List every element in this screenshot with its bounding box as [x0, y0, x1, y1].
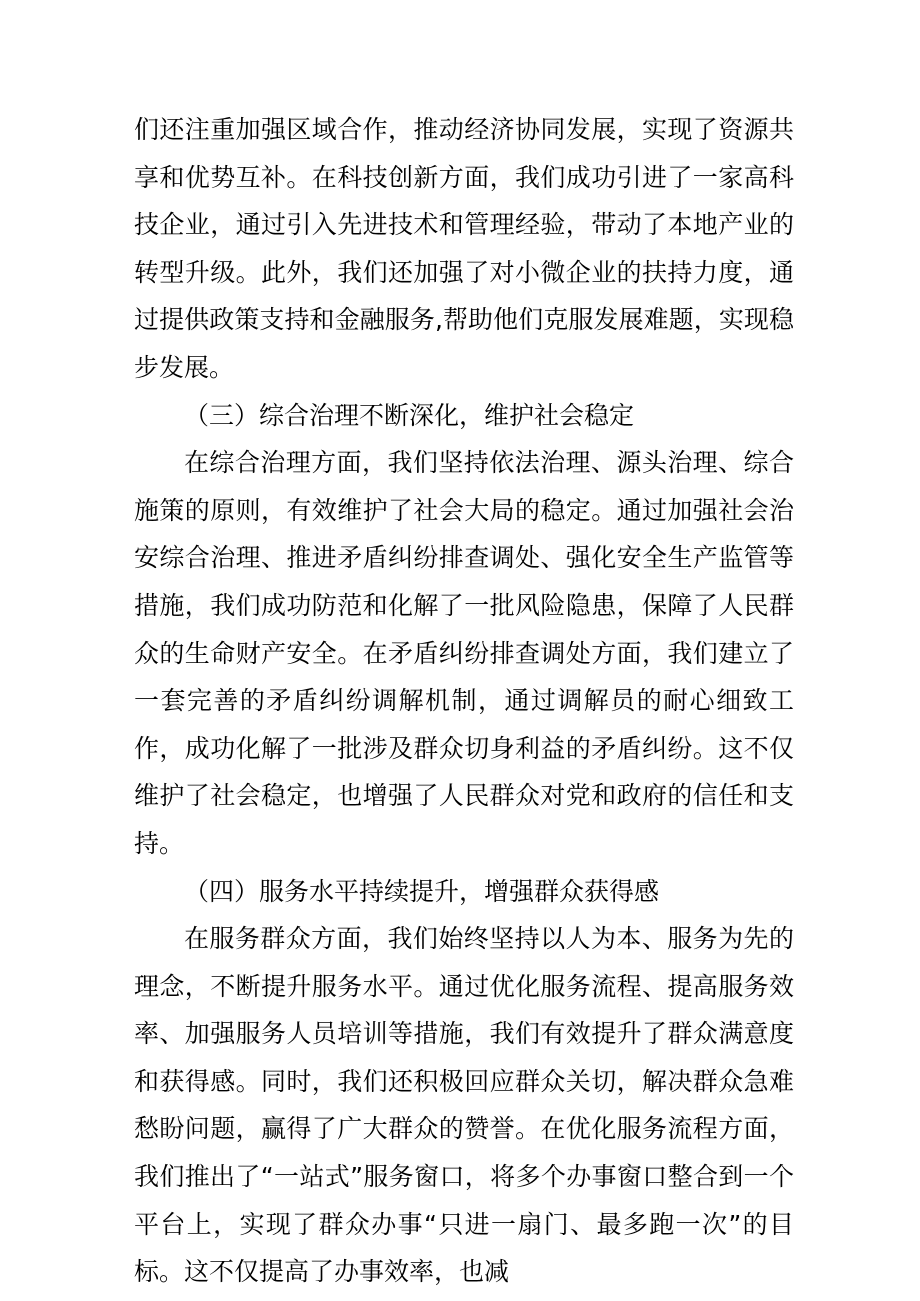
paragraph-continuation: 们还注重加强区域合作，推动经济协同发展，实现了资源共享和优势互补。在科技创新方面，我们成功引进了一家高科技企业，通过引入先进技术和管理经验，带动了本地产业的转型升级。此外，我们还加强了对小微企业的扶持力度，通过提供政策支持和金融服务,帮助他们克服发展难题，实现稳步发展。: [134, 115, 794, 382]
section-heading-four: （四）服务水平持续提升，增强群众获得感: [184, 876, 660, 906]
section-heading-three: （三）综合治理不断深化，维护社会稳定: [184, 400, 635, 430]
document-body: [134, 106, 794, 1296]
paragraph-governance: 在综合治理方面，我们坚持依法治理、源头治理、综合施策的原则，有效维护了社会大局的稳定。通过加强社会治安综合治理、推进矛盾纠纷排查调处、强化安全生产监管等措施，我们成功防范和化解了一批风险隐患，保障了人民群众的生命财产安全。在矛盾纠纷排查调处方面，我们建立了一套完善的矛盾纠纷调解机制，通过调解员的耐心细致工作，成功化解了一批涉及群众切身利益的矛盾纠纷。这不仅维护了社会稳定，也增强了人民群众对党和政府的信任和支持。: [134, 448, 794, 858]
paragraph-service: 在服务群众方面，我们始终坚持以人为本、服务为先的理念，不断提升服务水平。通过优化服务流程、提高服务效率、加强服务人员培训等措施，我们有效提升了群众满意度和获得感。同时，我们还积极回应群众关切，解决群众急难愁盼问题，赢得了广大群众的赞誉。在优化服务流程方面，我们推出了“一站式”服务窗口，将多个办事窗口整合到一个平台上，实现了群众办事“只进一扇门、最多跑一次”的目标。这不仅提高了办事效率，也减: [134, 924, 794, 1287]
